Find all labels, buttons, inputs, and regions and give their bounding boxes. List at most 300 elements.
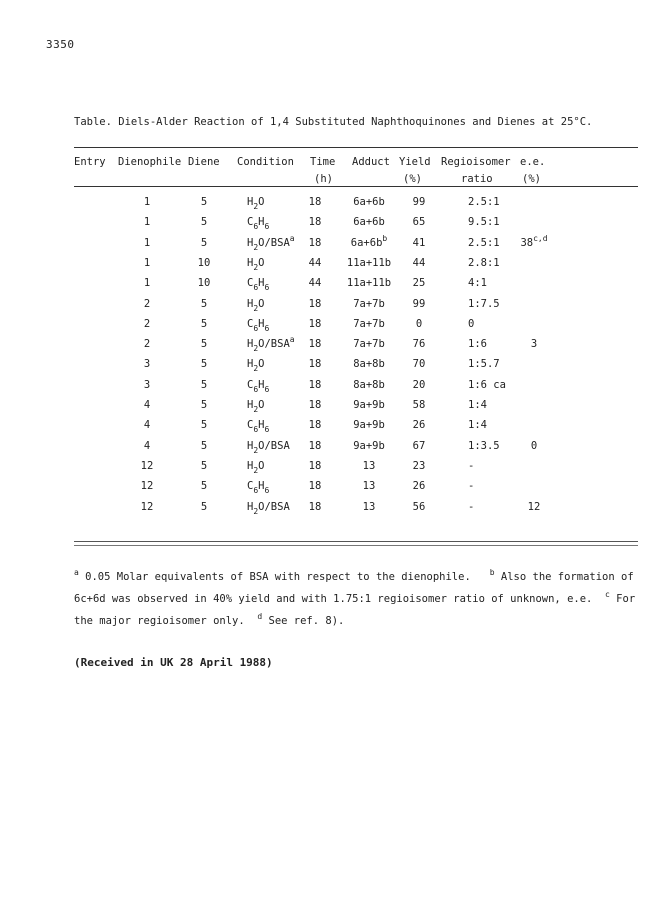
yield-value: 0 xyxy=(415,317,423,330)
dienophile-value: 1 xyxy=(143,236,151,249)
cell-dienophile xyxy=(144,237,150,249)
cell-ee xyxy=(531,440,537,452)
cell-yield xyxy=(413,419,426,431)
cell-condition xyxy=(247,378,270,394)
cell-yield xyxy=(413,379,426,391)
ratio-value: 2.5:1 xyxy=(468,236,500,249)
diene-value: 5 xyxy=(200,480,208,493)
cell-ratio xyxy=(468,338,487,350)
yield-value: 44 xyxy=(412,256,426,269)
time-value: 18 xyxy=(308,419,322,432)
ratio-value: 1:7.5 xyxy=(468,297,500,310)
cell-ratio xyxy=(468,379,506,391)
time-value: 18 xyxy=(308,236,322,249)
cell-diene xyxy=(201,216,207,228)
diene-value: 5 xyxy=(200,338,208,351)
cell-dienophile xyxy=(141,501,154,513)
cell-ee xyxy=(520,233,548,249)
cell-adduct xyxy=(363,501,376,513)
footnote-d-mark: d xyxy=(257,612,263,621)
time-value: 44 xyxy=(308,256,322,269)
cell-diene xyxy=(201,460,207,472)
cell-dienophile xyxy=(144,216,150,228)
table-bottom-rule-2 xyxy=(74,545,638,546)
cell-ratio xyxy=(468,196,500,208)
cell-ratio xyxy=(468,216,500,228)
condition-subscript: 6 xyxy=(253,222,259,232)
time-value: 44 xyxy=(308,277,322,290)
dienophile-value: 4 xyxy=(143,419,151,432)
dienophile-value: 2 xyxy=(143,338,151,351)
column-header-unit: (%) xyxy=(522,173,541,185)
footnote-b-text: Also the formation of 6c+6d was observed in 40% yield and with 1.75:1 regioisomer ratio of unknown, e.e. xyxy=(74,571,634,605)
condition-subscript: 6 xyxy=(253,283,259,293)
adduct-footnote-mark: b xyxy=(382,233,388,243)
ee-value: 12 xyxy=(527,500,541,513)
ratio-value: 4:1 xyxy=(468,277,487,290)
yield-value: 20 xyxy=(412,378,426,391)
condition-subscript: 2 xyxy=(253,405,259,414)
condition-text: O/BSA xyxy=(258,338,290,351)
condition-text: O xyxy=(258,399,265,411)
condition-text: C xyxy=(247,216,254,229)
condition-text: H xyxy=(258,419,265,432)
condition-text: H xyxy=(247,256,254,269)
yield-value: 67 xyxy=(412,439,426,452)
dienophile-value: 12 xyxy=(140,480,154,493)
diene-value: 5 xyxy=(200,500,208,513)
time-value: 18 xyxy=(308,480,322,493)
footnote-b-mark: b xyxy=(489,568,495,577)
column-header-unit: ratio xyxy=(461,173,493,185)
condition-subscript: 6 xyxy=(253,384,259,394)
footnote-a-text: 0.05 Molar equivalents of BSA with respect to the dienophile. xyxy=(78,571,471,583)
time-value: 18 xyxy=(308,459,322,472)
condition-text: H xyxy=(247,297,254,310)
condition-subscript: 2 xyxy=(253,202,259,211)
cell-adduct xyxy=(353,196,385,208)
condition-text: O xyxy=(258,196,265,208)
diene-value: 5 xyxy=(200,419,208,432)
cell-time xyxy=(309,440,322,452)
column-header: Yield xyxy=(399,156,431,168)
time-value: 18 xyxy=(308,399,322,411)
adduct-value: 13 xyxy=(362,459,376,472)
diene-value: 5 xyxy=(200,439,208,452)
cell-dienophile xyxy=(144,277,150,289)
column-header: Condition xyxy=(237,156,294,168)
condition-text: C xyxy=(247,317,254,330)
dienophile-value: 12 xyxy=(140,500,154,513)
condition-text: H xyxy=(247,459,254,472)
footnotes xyxy=(74,566,640,632)
table-bottom-rule xyxy=(74,541,638,542)
condition-subscript: 2 xyxy=(253,344,259,354)
adduct-value: 7a+7b xyxy=(353,338,385,351)
cell-diene xyxy=(201,399,207,411)
yield-value: 65 xyxy=(412,216,426,229)
table-caption: Table. Diels-Alder Reaction of 1,4 Substituted Naphthoquinones and Dienes at 25°C. xyxy=(74,116,593,128)
dienophile-value: 12 xyxy=(140,459,154,472)
diene-value: 10 xyxy=(197,256,211,269)
yield-value: 99 xyxy=(412,297,426,310)
cell-yield xyxy=(413,480,426,492)
condition-text: H xyxy=(247,236,254,249)
condition-subscript: 2 xyxy=(253,242,259,252)
cell-yield xyxy=(413,257,426,269)
cell-time xyxy=(309,419,322,431)
yield-value: 70 xyxy=(412,358,426,371)
cell-adduct xyxy=(363,480,376,492)
cell-diene xyxy=(201,318,207,330)
adduct-value: 7a+7b xyxy=(353,317,385,330)
condition-subscript: 6 xyxy=(253,323,259,333)
cell-condition xyxy=(247,419,270,435)
cell-time xyxy=(309,277,322,289)
column-header: Adduct xyxy=(352,156,390,168)
cell-time xyxy=(309,358,322,370)
dienophile-value: 1 xyxy=(143,216,151,229)
cell-diene xyxy=(201,501,207,513)
cell-yield xyxy=(413,440,426,452)
cell-ratio xyxy=(468,277,487,289)
condition-subscript: 6 xyxy=(264,222,270,232)
cell-dienophile xyxy=(144,419,150,431)
cell-adduct xyxy=(353,318,385,330)
cell-dienophile xyxy=(144,440,150,452)
time-value: 18 xyxy=(308,358,322,371)
condition-text: H xyxy=(247,338,254,351)
adduct-value: 9a+9b xyxy=(353,439,385,452)
cell-yield xyxy=(413,338,426,350)
adduct-value: 9a+9b xyxy=(353,419,385,432)
ratio-value: 1:5.7 xyxy=(468,358,500,371)
ee-value: 38 xyxy=(520,236,534,249)
cell-adduct xyxy=(350,233,388,249)
cell-yield xyxy=(413,298,426,310)
time-value: 18 xyxy=(308,297,322,310)
dienophile-value: 1 xyxy=(143,277,151,290)
column-header: e.e. xyxy=(520,156,546,168)
dienophile-value: 4 xyxy=(143,439,151,452)
cell-adduct xyxy=(363,460,376,472)
yield-value: 23 xyxy=(412,459,426,472)
diene-value: 5 xyxy=(200,459,208,472)
time-value: 18 xyxy=(308,196,322,208)
condition-subscript: 6 xyxy=(264,425,270,435)
dienophile-value: 4 xyxy=(143,399,151,411)
cell-diene xyxy=(201,379,207,391)
diene-value: 5 xyxy=(200,196,208,208)
cell-ratio xyxy=(468,257,500,269)
time-value: 18 xyxy=(308,439,322,452)
adduct-value: 11a+11b xyxy=(346,277,392,290)
cell-ratio xyxy=(468,318,474,330)
cell-ratio xyxy=(468,419,487,431)
ratio-value: 1:4 xyxy=(468,399,487,411)
cell-ratio xyxy=(468,399,487,411)
table-top-rule xyxy=(74,147,638,148)
time-value: 18 xyxy=(308,500,322,513)
cell-diene xyxy=(201,196,207,208)
condition-text: C xyxy=(247,277,254,290)
adduct-value: 11a+11b xyxy=(346,256,392,269)
column-header: Dienophile xyxy=(118,156,182,168)
condition-text: O xyxy=(258,256,265,269)
diene-value: 5 xyxy=(200,317,208,330)
cell-diene xyxy=(201,440,207,452)
cell-yield xyxy=(413,277,426,289)
cell-time xyxy=(309,480,322,492)
ratio-value: - xyxy=(468,459,475,472)
cell-diene xyxy=(201,298,207,310)
condition-text: C xyxy=(247,419,254,432)
yield-value: 58 xyxy=(412,399,426,411)
yield-value: 25 xyxy=(412,277,426,290)
condition-subscript: 6 xyxy=(264,283,270,293)
adduct-value: 6a+6b xyxy=(353,196,385,208)
column-header: Diene xyxy=(188,156,220,168)
cell-dienophile xyxy=(144,338,150,350)
condition-text: H xyxy=(258,317,265,330)
diene-value: 5 xyxy=(200,216,208,229)
cell-yield xyxy=(413,196,426,208)
ratio-value: 2.5:1 xyxy=(468,196,500,208)
cell-condition xyxy=(247,277,270,293)
footnote-c-mark: c xyxy=(605,590,610,599)
cell-yield xyxy=(413,216,426,228)
condition-subscript: 2 xyxy=(253,262,259,272)
cell-time xyxy=(309,399,322,411)
ratio-value: 1:6 ca xyxy=(468,378,506,391)
cell-adduct xyxy=(353,216,385,228)
cell-adduct xyxy=(353,440,385,452)
yield-value: 76 xyxy=(412,338,426,351)
cell-time xyxy=(309,460,322,472)
cell-ratio xyxy=(468,298,500,310)
condition-footnote-mark: a xyxy=(289,335,295,345)
diene-value: 10 xyxy=(197,277,211,290)
condition-subscript: 2 xyxy=(253,465,259,475)
ee-value: 3 xyxy=(530,338,538,351)
condition-subscript: 6 xyxy=(253,486,259,496)
cell-ratio xyxy=(468,460,474,472)
cell-diene xyxy=(198,257,211,269)
cell-condition xyxy=(247,256,265,272)
cell-ee xyxy=(528,501,541,513)
condition-text: C xyxy=(247,480,254,493)
cell-condition xyxy=(247,439,290,455)
dienophile-value: 1 xyxy=(143,256,151,269)
cell-diene xyxy=(201,419,207,431)
condition-text: H xyxy=(247,399,254,411)
column-header: Regioisomer xyxy=(441,156,511,168)
cell-dienophile xyxy=(141,480,154,492)
condition-text: H xyxy=(258,378,265,391)
condition-text: O xyxy=(258,459,265,472)
condition-subscript: 2 xyxy=(253,364,259,374)
dienophile-value: 3 xyxy=(143,358,151,371)
time-value: 18 xyxy=(308,216,322,229)
cell-adduct xyxy=(353,399,385,411)
cell-time xyxy=(309,237,322,249)
cell-time xyxy=(309,257,322,269)
adduct-value: 9a+9b xyxy=(353,399,385,411)
time-value: 18 xyxy=(308,317,322,330)
cell-yield xyxy=(413,237,426,249)
condition-subscript: 2 xyxy=(253,303,259,313)
cell-ratio xyxy=(468,358,500,370)
cell-yield xyxy=(413,501,426,513)
condition-subscript: 6 xyxy=(253,425,259,435)
cell-yield xyxy=(413,399,426,411)
cell-yield xyxy=(416,318,422,330)
column-header-unit: (%) xyxy=(403,173,422,185)
adduct-value: 6a+6b xyxy=(353,216,385,229)
cell-time xyxy=(309,379,322,391)
cell-dienophile xyxy=(144,318,150,330)
cell-ratio xyxy=(468,501,474,513)
cell-condition xyxy=(247,196,265,211)
dienophile-value: 3 xyxy=(143,378,151,391)
condition-text: O xyxy=(258,358,265,371)
condition-subscript: 2 xyxy=(253,445,259,455)
cell-dienophile xyxy=(144,257,150,269)
condition-text: H xyxy=(258,480,265,493)
condition-text: O/BSA xyxy=(258,500,290,513)
ratio-value: 2.8:1 xyxy=(468,256,500,269)
ratio-value: 1:6 xyxy=(468,338,487,351)
cell-condition xyxy=(247,297,265,313)
condition-text: H xyxy=(247,439,254,452)
condition-text: O/BSA xyxy=(258,439,290,452)
condition-text: O xyxy=(258,297,265,310)
cell-time xyxy=(309,338,322,350)
cell-condition xyxy=(247,317,270,333)
table-header-rule xyxy=(74,186,638,187)
dienophile-value: 2 xyxy=(143,297,151,310)
condition-text: H xyxy=(258,277,265,290)
cell-dienophile xyxy=(144,196,150,208)
condition-text: C xyxy=(247,378,254,391)
cell-dienophile xyxy=(144,358,150,370)
yield-value: 26 xyxy=(412,419,426,432)
cell-condition xyxy=(247,500,290,516)
ee-footnote-mark: c,d xyxy=(533,233,548,243)
adduct-value: 8a+8b xyxy=(353,358,385,371)
ee-value: 0 xyxy=(530,439,538,452)
cell-adduct xyxy=(353,298,385,310)
cell-yield xyxy=(413,460,426,472)
dienophile-value: 2 xyxy=(143,317,151,330)
ratio-value: 1:3.5 xyxy=(468,439,500,452)
cell-condition xyxy=(247,216,270,232)
cell-diene xyxy=(201,358,207,370)
cell-adduct xyxy=(353,338,385,350)
cell-adduct xyxy=(347,277,391,289)
condition-subscript: 2 xyxy=(253,506,259,516)
cell-dienophile xyxy=(144,399,150,411)
adduct-value: 8a+8b xyxy=(353,378,385,391)
ratio-value: 9.5:1 xyxy=(468,216,500,229)
diene-value: 5 xyxy=(200,378,208,391)
time-value: 18 xyxy=(308,338,322,351)
cell-condition xyxy=(247,335,295,354)
cell-condition xyxy=(247,480,270,496)
adduct-value: 7a+7b xyxy=(353,297,385,310)
cell-diene xyxy=(201,338,207,350)
footnote-a-mark: a xyxy=(74,568,79,577)
column-header: Entry xyxy=(74,156,106,168)
ratio-value: - xyxy=(468,500,475,513)
ratio-value: 1:4 xyxy=(468,419,487,432)
cell-condition xyxy=(247,459,265,475)
condition-text: H xyxy=(258,216,265,229)
cell-ratio xyxy=(468,480,474,492)
yield-value: 41 xyxy=(412,236,426,249)
cell-time xyxy=(309,318,322,330)
condition-text: H xyxy=(247,500,254,513)
cell-ee xyxy=(531,338,537,350)
diene-value: 5 xyxy=(200,297,208,310)
condition-text: O/BSA xyxy=(258,236,290,249)
received-date: (Received in UK 28 April 1988) xyxy=(74,656,273,669)
column-header-unit: (h) xyxy=(314,173,333,185)
cell-diene xyxy=(198,277,211,289)
cell-adduct xyxy=(353,379,385,391)
footnote-c-text: For the major regioisomer only. xyxy=(74,593,636,627)
column-header: Time xyxy=(310,156,336,168)
cell-time xyxy=(309,196,322,208)
yield-value: 99 xyxy=(412,196,426,208)
yield-value: 26 xyxy=(412,480,426,493)
yield-value: 56 xyxy=(412,500,426,513)
dienophile-value: 1 xyxy=(143,196,151,208)
cell-time xyxy=(309,216,322,228)
page-number: 3350 xyxy=(46,38,75,51)
cell-yield xyxy=(413,358,426,370)
ratio-value: - xyxy=(468,480,475,493)
ratio-value: 0 xyxy=(468,317,475,330)
cell-adduct xyxy=(353,358,385,370)
cell-dienophile xyxy=(144,379,150,391)
cell-adduct xyxy=(347,257,391,269)
diene-value: 5 xyxy=(200,236,208,249)
condition-footnote-mark: a xyxy=(289,233,295,243)
cell-ratio xyxy=(468,237,500,249)
cell-adduct xyxy=(353,419,385,431)
cell-condition xyxy=(247,358,265,374)
cell-time xyxy=(309,298,322,310)
footnote-d-text: See ref. 8). xyxy=(262,615,345,627)
cell-diene xyxy=(201,480,207,492)
diene-value: 5 xyxy=(200,399,208,411)
adduct-value: 13 xyxy=(362,500,376,513)
condition-subscript: 6 xyxy=(264,323,270,333)
cell-diene xyxy=(201,237,207,249)
condition-text: H xyxy=(247,358,254,371)
condition-subscript: 6 xyxy=(264,384,270,394)
cell-condition xyxy=(247,399,265,414)
diene-value: 5 xyxy=(200,358,208,371)
condition-text: H xyxy=(247,196,254,208)
cell-dienophile xyxy=(144,298,150,310)
cell-ratio xyxy=(468,440,500,452)
adduct-value: 13 xyxy=(362,480,376,493)
time-value: 18 xyxy=(308,378,322,391)
cell-time xyxy=(309,501,322,513)
cell-dienophile xyxy=(141,460,154,472)
